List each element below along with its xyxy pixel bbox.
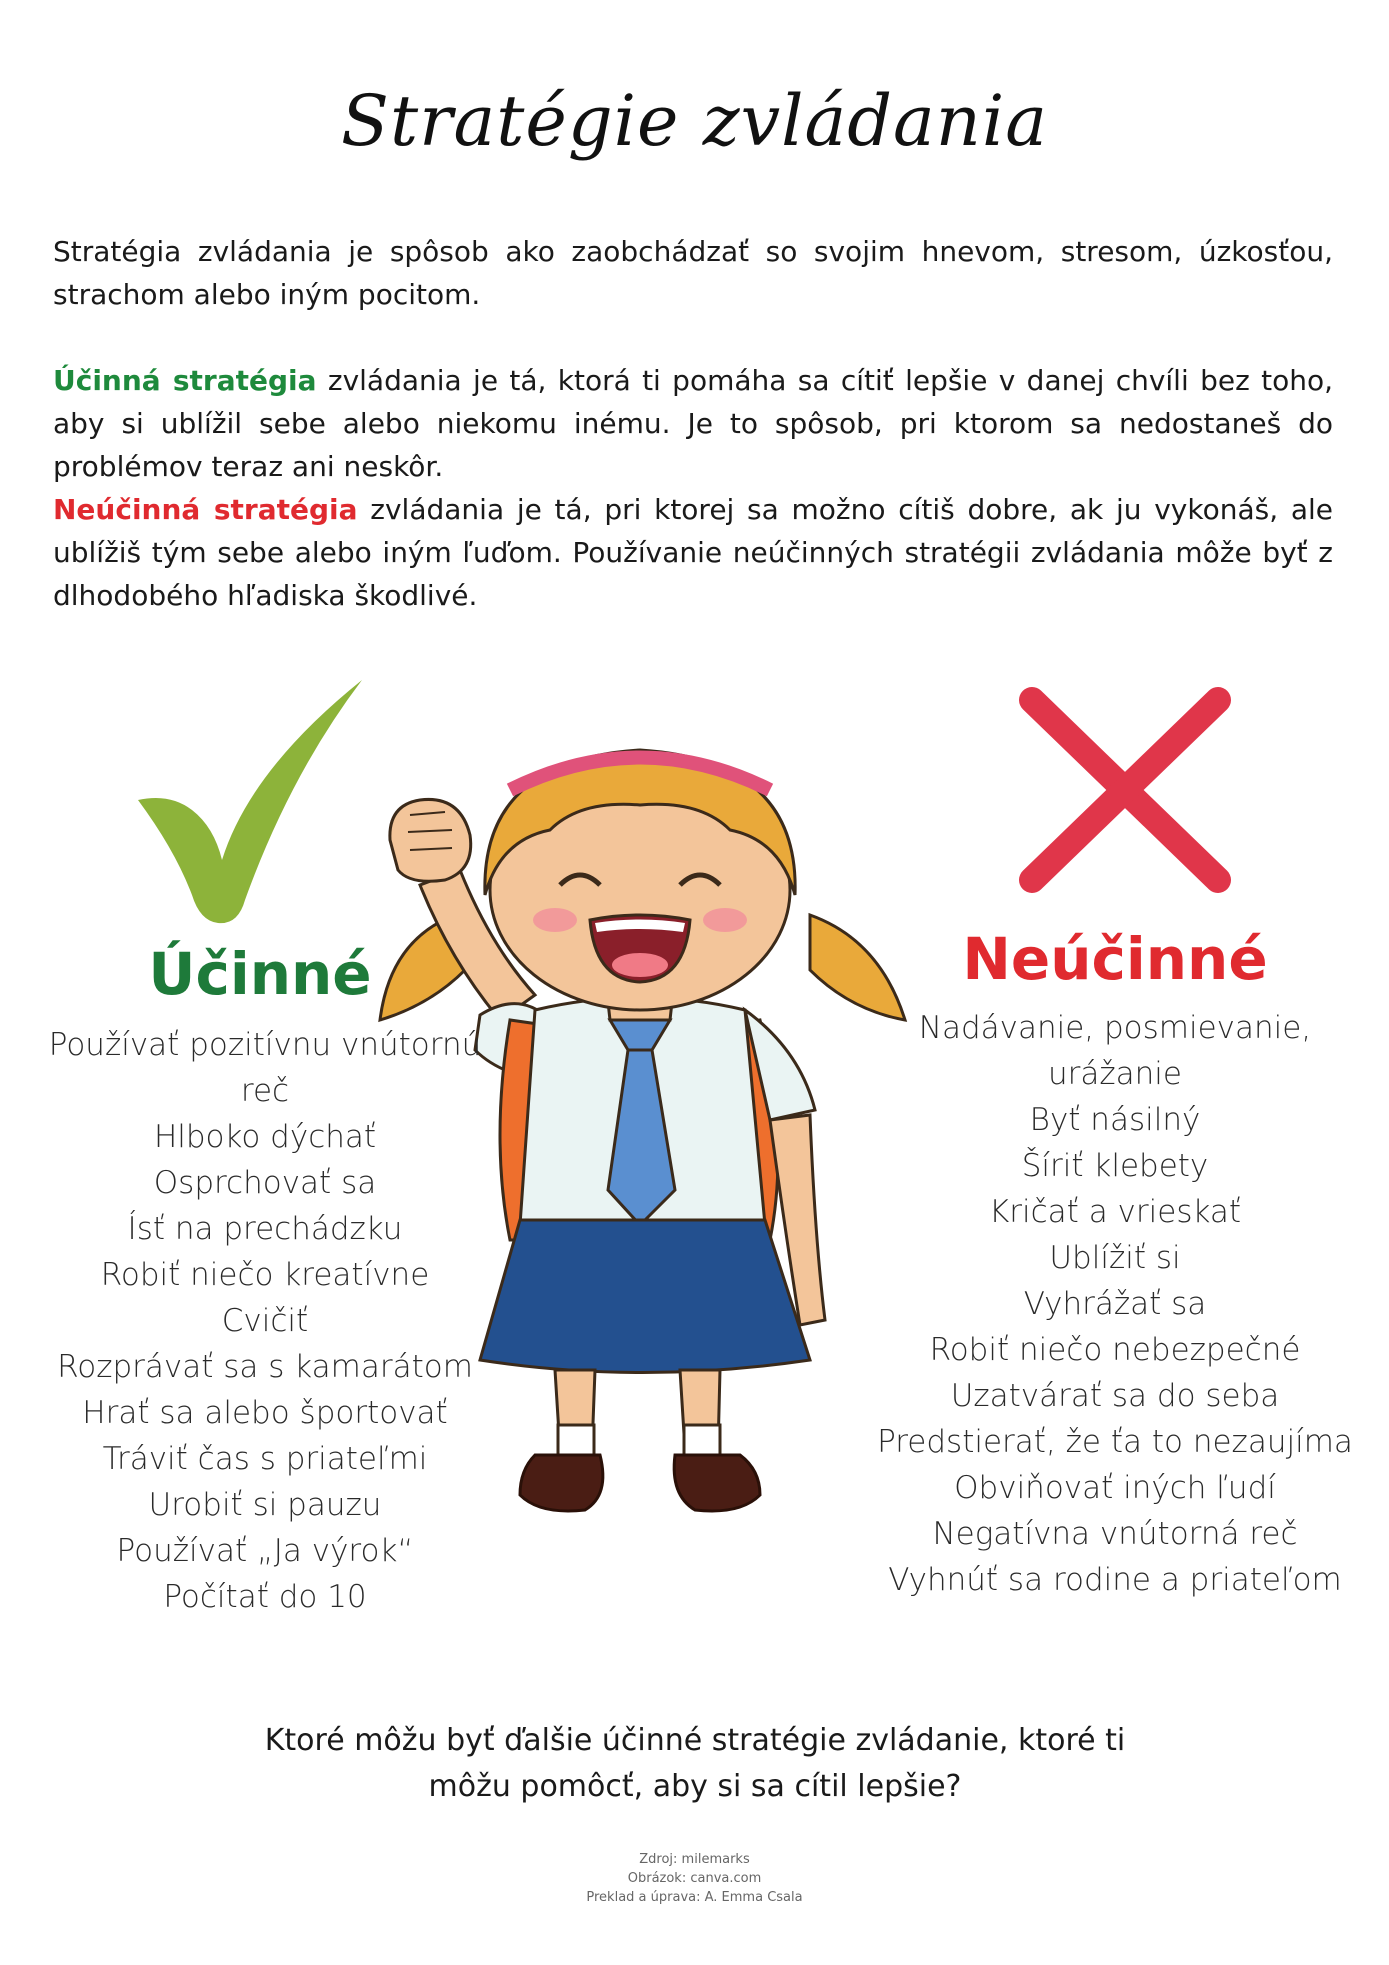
effective-item: Urobiť si pauzu <box>148 1487 382 1523</box>
effective-item: Osprchovať sa <box>153 1165 377 1201</box>
effective-item: Cvičiť <box>221 1303 309 1339</box>
ineffective-item: Vyhnúť sa rodine a priateľom <box>888 1562 1342 1598</box>
ineffective-heading: Neúčinné <box>962 925 1268 993</box>
ineffective-item: Ublížiť si <box>1049 1240 1181 1276</box>
effective-item: Robiť niečo kreatívne <box>100 1257 430 1293</box>
credit-image: Obrázok: canva.com <box>627 1871 762 1886</box>
ineffective-item: Kričať a vrieskať <box>988 1194 1242 1230</box>
cross-icon <box>1010 680 1240 900</box>
effective-term: Účinná stratégia <box>53 364 317 397</box>
effective-item: Ísť na prechádzku <box>127 1211 403 1247</box>
ineffective-item: Negatívna vnútorná reč <box>932 1516 1298 1552</box>
intro-text <box>53 230 1333 617</box>
effective-item: Používať pozitívnu vnútornú reč <box>48 1027 482 1109</box>
ineffective-item: Byť násilný <box>1029 1102 1201 1138</box>
ineffective-item: Predstierať, že ťa to nezaujíma <box>877 1424 1353 1460</box>
ineffective-item: Nadávanie, posmievanie, urážanie <box>918 1010 1312 1092</box>
page-title: Stratégie zvládania <box>340 80 1048 162</box>
ineffective-item: Robiť niečo nebezpečné <box>929 1332 1301 1368</box>
ineffective-item: Uzatvárať sa do seba <box>950 1378 1280 1414</box>
intro-definition: Stratégia zvládania je spôsob ako zaobchádzať so svojim hnevom, stresom, úzkosťou, strachom alebo iným pocitom. <box>53 235 1333 311</box>
effective-item: Rozprávať sa s kamarátom <box>57 1349 473 1385</box>
intro-ineffective <box>53 488 1333 617</box>
ineffective-item: Vyhrážať sa <box>1023 1286 1207 1322</box>
ineffective-list <box>855 1005 1375 1603</box>
credit-source: Zdroj: milemarks <box>639 1852 750 1867</box>
credits <box>0 1850 1389 1907</box>
ineffective-item: Šíriť klebety <box>1021 1148 1209 1184</box>
intro-effective <box>53 359 1333 488</box>
closing-question: Ktoré môžu byť ďalšie účinné stratégie zvládanie, ktoré ti môžu pomôcť, aby si sa cítil lepšie? <box>264 1723 1126 1804</box>
ineffective-term: Neúčinná stratégia <box>53 493 358 526</box>
effective-item: Tráviť čas s priateľmi <box>102 1441 428 1477</box>
effective-item: Hrať sa alebo športovať <box>82 1395 448 1431</box>
effective-list <box>20 1022 510 1620</box>
effective-text: zvládania je tá, ktorá ti pomáha sa cítiť lepšie v danej chvíli bez toho, aby si ublížil sebe alebo niekomu inému. Je to spôsob, pri ktorom sa nedostaneš do problémov teraz ani neskôr. <box>53 364 1333 483</box>
ineffective-text: zvládania je tá, pri ktorej sa možno cítiš dobre, ak ju vykonáš, ale ublížiš tým sebe alebo iným ľuďom. Používanie neúčinných stratégii zvládania môže byť z dlhodobého hľadiska škodlivé. <box>53 493 1334 612</box>
ineffective-item: Obviňovať iných ľudí <box>954 1470 1276 1506</box>
effective-item: Používať „Ja výrok“ <box>116 1533 414 1569</box>
checkmark-icon <box>130 675 370 925</box>
effective-item: Hlboko dýchať <box>153 1119 377 1155</box>
effective-heading: Účinné <box>148 940 372 1008</box>
effective-item: Počítať do 10 <box>163 1579 367 1615</box>
credit-translation: Preklad a úprava: A. Emma Csala <box>586 1890 803 1905</box>
